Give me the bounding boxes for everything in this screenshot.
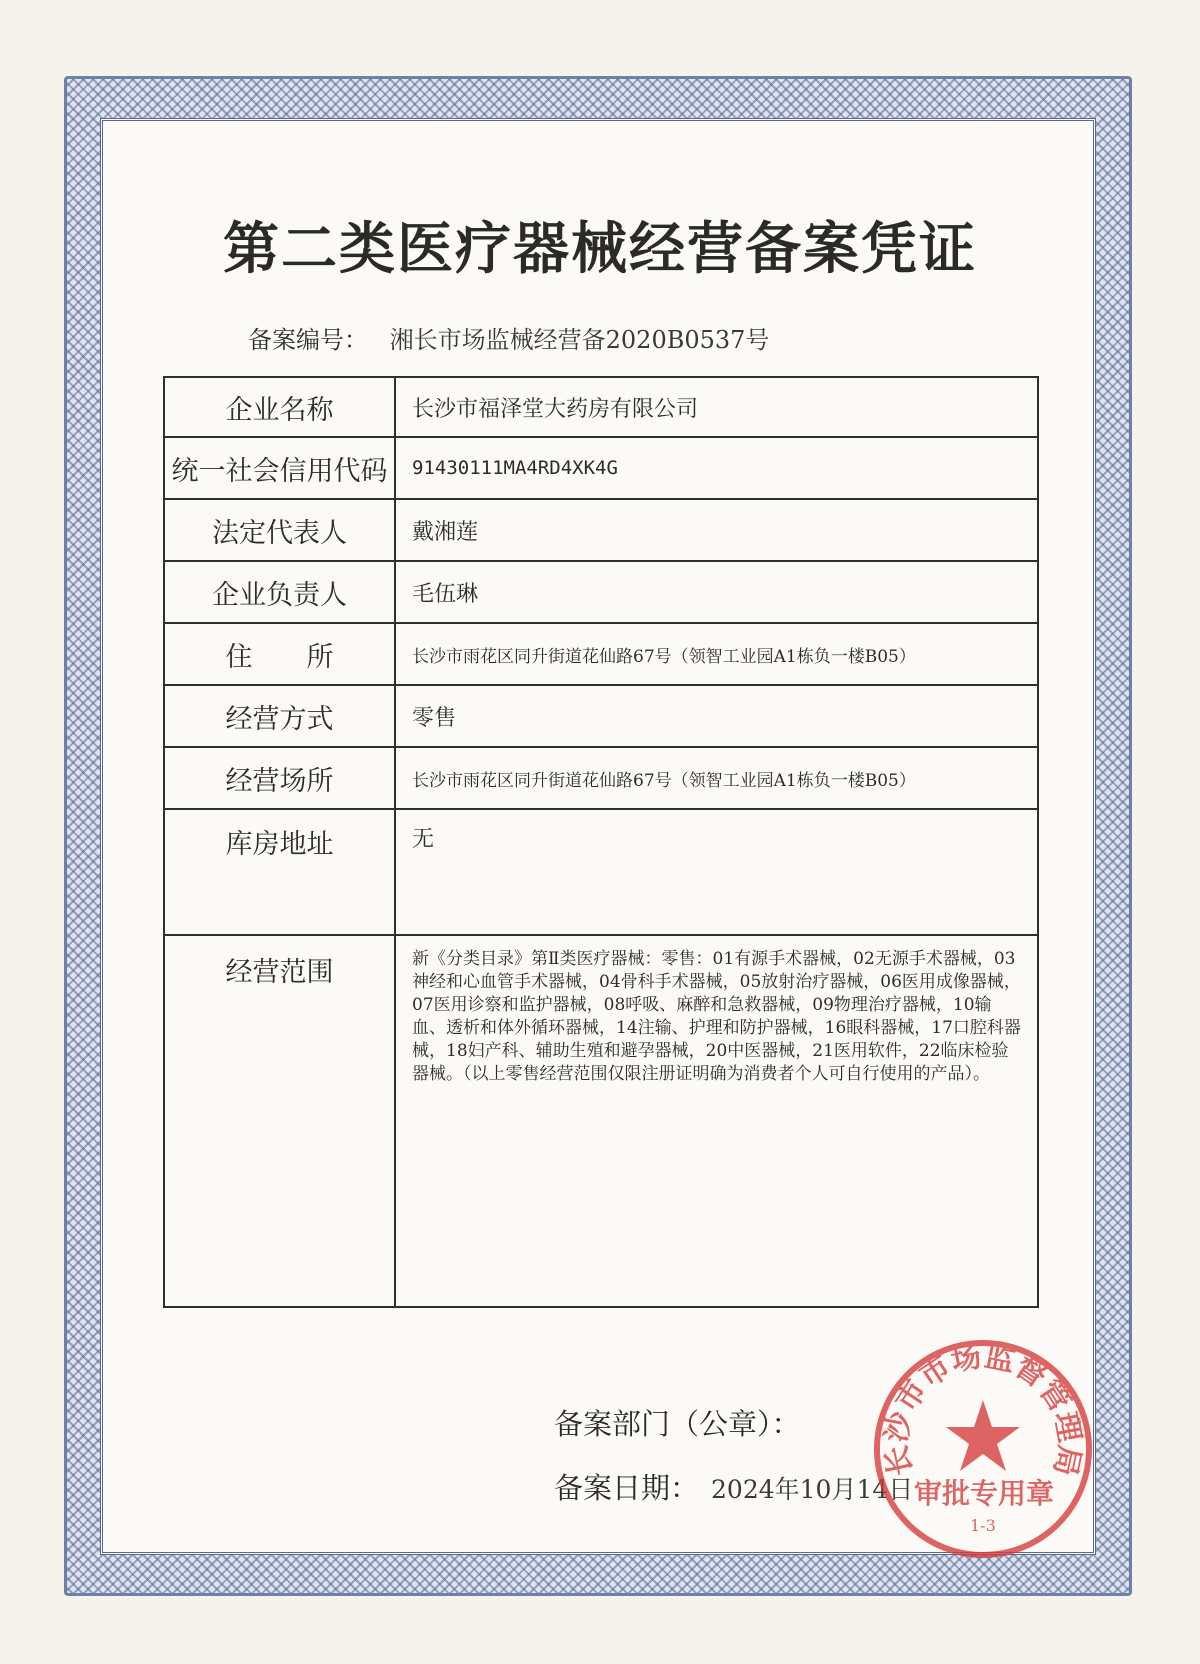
scope-label: 经营范围 [164,935,395,1307]
manager-label: 企业负责人 [164,561,395,623]
mode-value: 零售 [395,685,1038,747]
residence-label: 住 所 [164,623,395,685]
star-icon [946,1400,1020,1471]
record-number-value: 湘长市场监械经营备2020B0537号 [389,326,770,354]
record-date [554,1466,913,1507]
table-row [164,747,1038,809]
table-row [164,809,1038,935]
mode-label: 经营方式 [164,685,395,747]
seal-code-text: 1-3 [970,1516,996,1535]
credit-code-label: 统一社会信用代码 [164,437,395,499]
scope-value: 新《分类目录》第Ⅱ类医疗器械：零售：01有源手术器械，02无源手术器械，03神经和心血管手术器械，04骨科手术器械，05放射治疗器械，06医用成像器械，07医用诊察和监护器械，08呼吸、麻醉和急救器械，09物理治疗器械，10输血、透析和体外循环器械，14注输、护理和防护器械，16眼科器械，17口腔科器械，18妇产科、辅助生殖和避孕器械，20中医器械，21医用软件，22临床检验器械。（以上零售经营范围仅限注册证明确为消费者个人可自行使用的产品）。 [395,935,1038,1307]
credit-code-value: 91430111MA4RD4XK4G [395,437,1038,499]
official-seal [870,1336,1096,1562]
table-row [164,561,1038,623]
premises-label: 经营场所 [164,747,395,809]
warehouse-value: 无 [395,809,1038,935]
warehouse-label: 库房地址 [164,809,395,935]
manager-value: 毛伍琳 [395,561,1038,623]
seal-sub-text: 审批专用章 [914,1477,1055,1510]
department-label: 备案部门（公章）： [554,1407,801,1441]
info-table [163,376,1039,1308]
legal-rep-label: 法定代表人 [164,499,395,561]
record-date-value: 2024年10月14日 [711,1475,914,1504]
company-name-label: 企业名称 [164,377,395,437]
document-title: 第二类医疗器械经营备案凭证 [223,216,977,282]
premises-value: 长沙市雨花区同升街道花仙路67号（领智工业园A1栋负一楼B05） [395,747,1038,809]
record-number [248,320,769,355]
legal-rep-value: 戴湘莲 [395,499,1038,561]
company-name-value: 长沙市福泽堂大药房有限公司 [395,377,1038,437]
table-row [164,685,1038,747]
record-number-label: 备案编号： [248,326,368,354]
residence-value: 长沙市雨花区同升街道花仙路67号（领智工业园A1栋负一楼B05） [395,623,1038,685]
table-row [164,623,1038,685]
table-row [164,499,1038,561]
record-date-label: 备案日期： [554,1471,700,1505]
table-row [164,437,1038,499]
seal-agency-text: 长沙市市场监督管理局 [879,1338,1087,1480]
table-row [164,935,1038,1307]
table-row [164,377,1038,437]
